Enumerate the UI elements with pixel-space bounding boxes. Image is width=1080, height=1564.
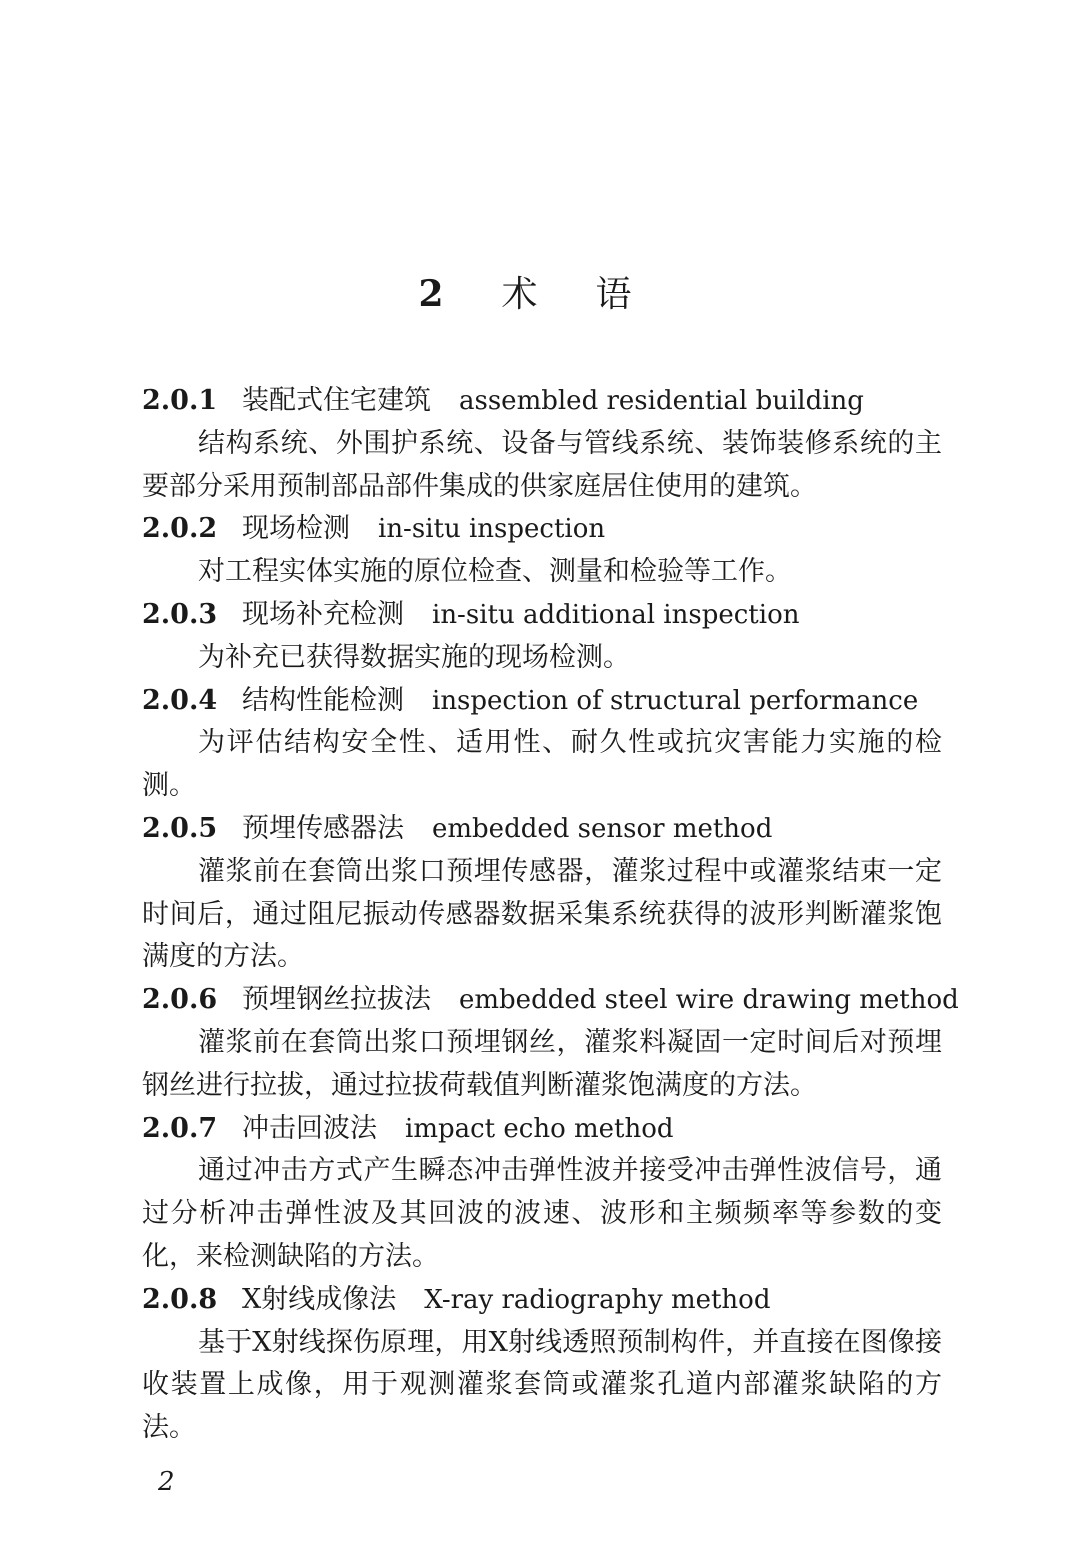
term-chinese: X射线成像法 [242, 1283, 397, 1315]
term-entry [142, 1279, 942, 1450]
term-definition: 为评估结构安全性、适用性、耐久性或抗灾害能力实施的检测。 [142, 727, 942, 802]
term-code: 2.0.4 [142, 684, 218, 716]
term-english: in-situ additional inspection [432, 599, 800, 630]
term-definition: 灌浆前在套筒出浆口预埋钢丝，灌浆料凝固一定时间后对预埋钢丝进行拉拔，通过拉拔荷载值判断灌浆饱满度的方法。 [142, 1026, 942, 1101]
term-english: inspection of structural performance [432, 685, 919, 716]
term-code: 2.0.8 [142, 1283, 218, 1315]
term-entry [142, 680, 942, 808]
chapter-number: 2 [418, 273, 446, 315]
term-definition: 为补充已获得数据实施的现场检测。 [198, 641, 630, 673]
term-entry [142, 979, 959, 1107]
term-heading [142, 808, 942, 851]
term-english: assembled residential building [459, 386, 864, 416]
chapter-title-char-2: 语 [595, 274, 634, 315]
term-heading [142, 380, 942, 423]
chapter-title-char-1: 术 [501, 274, 540, 315]
term-heading [142, 508, 942, 551]
term-entry [142, 1108, 942, 1279]
term-chinese: 预埋传感器法 [242, 812, 404, 844]
term-heading [142, 979, 959, 1022]
term-english: impact echo method [405, 1113, 674, 1144]
page-number: 2 [158, 1467, 175, 1497]
term-entry [142, 380, 942, 508]
term-heading [142, 1279, 942, 1322]
term-heading [142, 1108, 942, 1151]
term-chinese: 现场检测 [242, 513, 350, 545]
term-definition: 灌浆前在套筒出浆口预埋传感器，灌浆过程中或灌浆结束一定时间后，通过阻尼振动传感器数据采集系统获得的波形判断灌浆饱满度的方法。 [142, 855, 942, 973]
term-english: X-ray radiography method [424, 1284, 771, 1315]
term-english: in-situ inspection [378, 514, 606, 545]
term-english: embedded sensor method [432, 813, 773, 844]
term-entry [142, 508, 942, 594]
term-heading [142, 594, 942, 637]
term-definition: 对工程实体实施的原位检查、测量和检验等工作。 [198, 556, 792, 588]
term-code: 2.0.7 [142, 1112, 218, 1144]
term-entry [142, 808, 942, 979]
term-definition: 基于X射线探伤原理，用X射线透照预制构件，并直接在图像接收装置上成像，用于观测灌浆套筒或灌浆孔道内部灌浆缺陷的方法。 [142, 1326, 942, 1444]
term-code: 2.0.1 [142, 385, 218, 416]
term-code: 2.0.2 [142, 513, 218, 545]
term-entry [142, 594, 942, 680]
term-chinese: 冲击回波法 [242, 1112, 377, 1144]
terms-list [142, 380, 959, 1450]
chapter-title [0, 268, 1080, 321]
term-code: 2.0.6 [142, 984, 218, 1016]
term-chinese: 预埋钢丝拉拔法 [242, 984, 431, 1016]
term-chinese: 现场补充检测 [242, 598, 404, 630]
term-chinese: 装配式住宅建筑 [242, 385, 431, 416]
term-heading [142, 680, 942, 723]
term-chinese: 结构性能检测 [242, 684, 404, 716]
term-definition: 结构系统、外围护系统、设备与管线系统、装饰装修系统的主要部分采用预制部品部件集成的供家庭居住使用的建筑。 [142, 427, 942, 502]
term-definition: 通过冲击方式产生瞬态冲击弹性波并接受冲击弹性波信号，通过分析冲击弹性波及其回波的波速、波形和主频频率等参数的变化，来检测缺陷的方法。 [142, 1155, 942, 1272]
term-code: 2.0.5 [142, 812, 218, 844]
term-code: 2.0.3 [142, 598, 218, 630]
term-english: embedded steel wire drawing method [459, 985, 959, 1016]
